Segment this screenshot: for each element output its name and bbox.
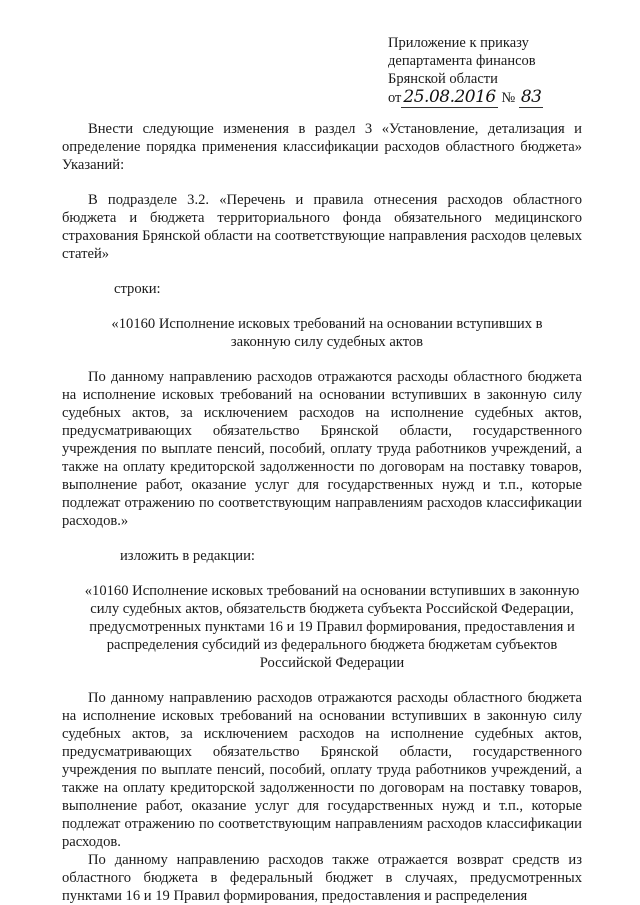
- header-line-1: Приложение к приказу: [388, 35, 529, 51]
- document-body: [62, 120, 582, 905]
- old-article-body: По данному направлению расходов отражаются расходы областного бюджета на исполнение исковых требований на основании вступивших в законную силу судебных актов, за исключением расходов на исполнение судебных актов, предусматривающих обязательство Брянской области, государственного учреждения по выплате пенсий, пособий, оплату труда работников учреждений, а также на оплату кредиторской задолженности по договорам на поставку товаров, выполнение работ, оказание услуг для государственных нужд и т.п., которые подлежат отражению по соответствующим направлениям расходов классификации расходов.»: [62, 369, 582, 529]
- date-prefix: от: [388, 90, 402, 106]
- handwritten-date: 25.08.2016: [403, 87, 496, 107]
- appendix-header: [388, 34, 628, 107]
- label-edit: изложить в редакции:: [120, 548, 255, 564]
- intro-paragraph: Внести следующие изменения в раздел 3 «Установление, детализация и определение порядка применения классификации расходов областного бюджета» Указаний:: [62, 121, 582, 173]
- old-article-title: «10160 Исполнение исковых требований на основании вступивших в законную силу судебных актов: [111, 316, 543, 350]
- number-prefix: №: [501, 90, 516, 106]
- header-line-2: департамента финансов: [388, 53, 536, 69]
- header-date-number-line: [388, 88, 628, 107]
- new-article-body: По данному направлению расходов отражаются расходы областного бюджета на исполнение исковых требований на основании вступивших в законную силу судебных актов, за исключением расходов на исполнение судебных актов, предусматривающих обязательство Брянской области, государственного учреждения по выплате пенсий, пособий, оплату труда работников учреждений, а также на оплату кредиторской задолженности по договорам на поставку товаров, выполнение работ, оказание услуг для государственных нужд и т.п., которые подлежат отражению по соответствующим направлениям расходов классификации расходов.: [62, 690, 582, 850]
- header-line-3: Брянской области: [388, 71, 498, 87]
- label-lines: строки:: [114, 281, 161, 297]
- subsection-paragraph: В подразделе 3.2. «Перечень и правила отнесения расходов областного бюджета и бюджета территориального фонда обязательного медицинского страхования Брянской области на соответствующие направления расходов целевых статей»: [62, 192, 582, 262]
- new-article-body-2: По данному направлению расходов также отражается возврат средств из областного бюджета в федеральный бюджет в случаях, предусмотренных пунктами 16 и 19 Правил формирования, предоставления и распределения: [62, 852, 582, 904]
- handwritten-number: 83: [520, 87, 542, 107]
- new-article-title: «10160 Исполнение исковых требований на основании вступивших в законную силу судебных актов, обязательств бюджета субъекта Российской Федерации, предусмотренных пунктами 16 и 19 Правил формирования, предоставления и распределения субсидий из федерального бюджета бюджетам субъектов Российской Федерации: [84, 583, 580, 671]
